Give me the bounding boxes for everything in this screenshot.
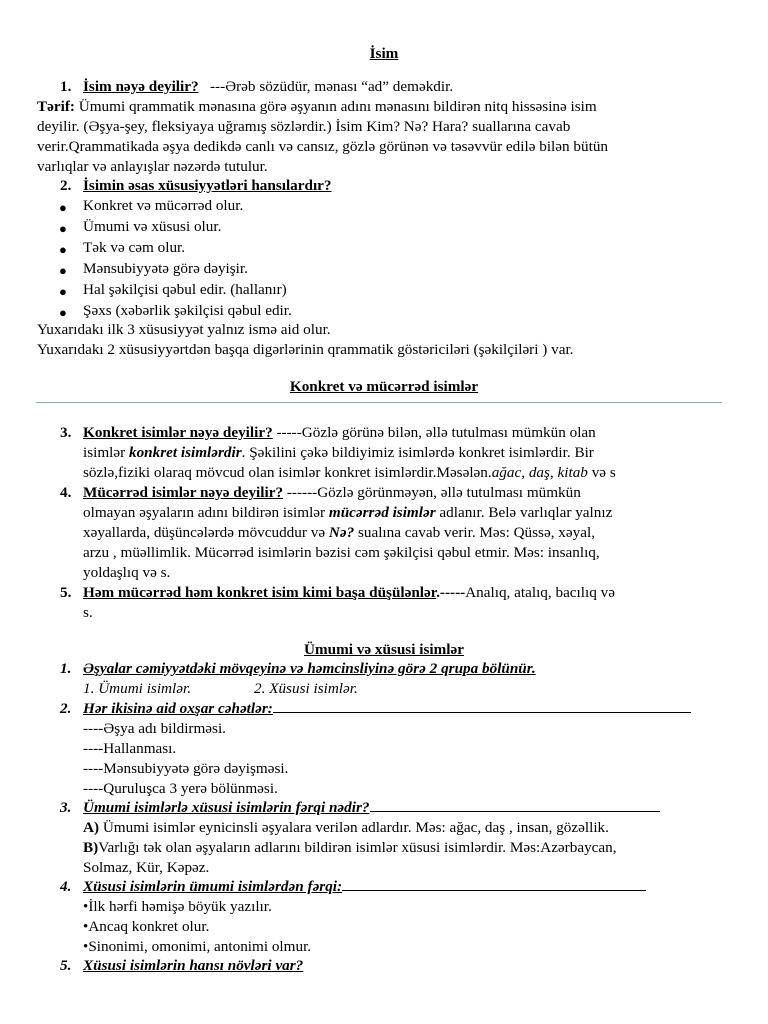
category-item: 1. Ümumi isimlər. bbox=[83, 680, 192, 697]
question-heading: Həm mücərrəd həm konkret isim kimi başa düşülənlər bbox=[83, 584, 437, 601]
note-text: Yuxarıdakı 2 xüsusiyyərtdən başqa digərlərinin qrammatik göstəriciləri (şəkilçiləri ) var. bbox=[37, 341, 574, 358]
paragraph-line: yoldaşlıq və s. bbox=[83, 564, 171, 581]
list-item: ----Əşya adı bildirməsi. bbox=[83, 720, 226, 737]
question-line bbox=[83, 583, 615, 603]
text-span: olmayan əşyaların adını bildirən isimlər bbox=[83, 504, 329, 521]
question-heading bbox=[83, 699, 717, 719]
question-heading: Xüsusi isimlərin hansı növləri var? bbox=[83, 957, 304, 974]
definition-text: deyilir. (Əşya-şey, fleksiyaya uğramış sözlərdir.) İsim Kim? Nə? Hara? suallarına cavab bbox=[37, 118, 571, 135]
heading-text: Hər ikisinə aid oxşar cəhətlər: bbox=[83, 700, 273, 717]
question-answer: Analıq, atalıq, bacılıq və bbox=[465, 584, 615, 601]
definition-text: varlıqlar və anlayışlar nəzərdə tutulur. bbox=[37, 158, 268, 175]
emphasis-term: mücərrəd isimlər bbox=[328, 504, 436, 521]
section-title-konkret: Konkret və mücərrəd isimlər bbox=[289, 378, 479, 395]
question-heading: İsim nəyə deyilir? bbox=[83, 78, 199, 95]
text-span: Varlığı tək olan əşyaların adlarını bildirən isimlər xüsusi isimlərdir. Məs:Azərbaycan, bbox=[98, 839, 617, 856]
section-title-umumi: Ümumi və xüsusi isimlər bbox=[304, 641, 464, 658]
note-text: Yuxarıdakı ilk 3 xüsusiyyət yalnız ismə aid olur. bbox=[37, 321, 331, 338]
paragraph-line bbox=[83, 463, 616, 483]
question-heading: Əşyalar cəmiyyətdəki mövqeyinə və həmcinsliyinə görə 2 qrupa bölünür. bbox=[83, 660, 536, 677]
section-divider bbox=[36, 402, 722, 403]
text-span: sualına cavab verir. Məs: Qüssə, xəyal, bbox=[354, 524, 595, 541]
heading-text: Xüsusi isimlərin ümumi isimlərdən fərqi: bbox=[83, 878, 343, 895]
text-span: Ümumi isimlər eynicinsli əşyalara verilən adlardır. Məs: ağac, daş , insan, gözəllik. bbox=[99, 819, 609, 836]
underline-fill bbox=[342, 878, 646, 891]
text-span: xəyallarda, düşüncələrdə mövcuddur və bbox=[83, 524, 329, 541]
paragraph-line bbox=[83, 838, 617, 858]
list-item: Hal şəkilçisi qəbul edir. (hallanır) bbox=[83, 281, 287, 298]
question-heading bbox=[83, 798, 717, 818]
list-item: •Ancaq konkret olur. bbox=[83, 918, 210, 935]
list-item: ----Quruluşca 3 yerə bölünməsi. bbox=[83, 780, 278, 797]
text-span: . Şəkilini çəkə bildiyimiz isimlərdə konkret isimlərdir. Bir bbox=[241, 444, 594, 461]
emphasis-term: Nə? bbox=[328, 524, 355, 541]
item-number: 2. bbox=[60, 177, 72, 194]
item-number: 1. bbox=[60, 660, 72, 677]
question-line bbox=[83, 77, 453, 97]
underline-fill bbox=[370, 799, 660, 812]
paragraph-line bbox=[83, 818, 609, 838]
item-number: 5. bbox=[60, 584, 72, 601]
item-number: 2. bbox=[60, 700, 72, 717]
paragraph-line: s. bbox=[83, 604, 93, 621]
option-label: B) bbox=[83, 839, 99, 856]
dash-separator: .----- bbox=[436, 584, 466, 601]
definition-text: Ümumi qrammatik mənasına görə əşyanın adını mənasını bildirən nitq hissəsinə isim bbox=[78, 98, 597, 115]
list-item: Ümumi və xüsusi olur. bbox=[83, 218, 222, 235]
question-answer: ------Gözlə görünməyən, əllə tutulması mümkün bbox=[283, 484, 581, 501]
list-item: Tək və cəm olur. bbox=[83, 239, 186, 256]
category-item: 2. Xüsusi isimlər. bbox=[254, 680, 358, 697]
emphasis-term: konkret isimlərdir bbox=[128, 444, 242, 461]
list-item: •Sinonimi, omonimi, antonimi olmur. bbox=[83, 938, 312, 955]
question-line bbox=[83, 423, 596, 443]
text-span: adlanır. Belə varlıqlar yalnız bbox=[435, 504, 613, 521]
paragraph-line bbox=[83, 443, 594, 463]
item-number: 4. bbox=[60, 878, 72, 895]
item-number: 3. bbox=[60, 799, 72, 816]
list-item: ----Mənsubiyyətə görə dəyişməsi. bbox=[83, 760, 289, 777]
heading-text: Ümumi isimlərlə xüsusi isimlərin fərqi nədir? bbox=[83, 799, 370, 816]
bullet-dot-icon: ● bbox=[59, 221, 67, 236]
question-heading: Konkret isimlər nəyə deyilir? bbox=[83, 424, 273, 441]
text-span: və s bbox=[587, 464, 616, 481]
definition-text: verir.Qrammatikada əşya dedikdə canlı və cansız, gözlə görünən və təsəvvür edilə bilən bütün bbox=[37, 138, 609, 155]
list-item: Konkret və mücərrəd olur. bbox=[83, 197, 244, 214]
question-heading bbox=[83, 877, 717, 897]
definition-label: Tərif: bbox=[37, 98, 75, 115]
bullet-dot-icon: ● bbox=[59, 305, 67, 320]
definition-line bbox=[37, 97, 597, 117]
text-span: isimlər bbox=[83, 444, 129, 461]
bullet-dot-icon: ● bbox=[59, 284, 67, 299]
question-heading: İsimin əsas xüsusiyyətləri hansılardır? bbox=[83, 177, 332, 194]
bullet-dot-icon: ● bbox=[59, 263, 67, 278]
question-heading: Mücərrəd isimlər nəyə deyilir? bbox=[83, 484, 284, 501]
list-item: Şəxs (xəbərlik şəkilçisi qəbul edir. bbox=[83, 302, 292, 319]
list-item: Mənsubiyyətə görə dəyişir. bbox=[83, 260, 248, 277]
question-line bbox=[83, 483, 581, 503]
option-label: A) bbox=[83, 819, 100, 836]
bullet-dot-icon: ● bbox=[59, 242, 67, 257]
example-terms: ağac, daş, kitab bbox=[491, 464, 588, 481]
item-number: 1. bbox=[60, 78, 72, 95]
question-answer: -----Gözlə görünə bilən, əllə tutulması mümkün olan bbox=[272, 424, 596, 441]
paragraph-line: arzu , müəllimlik. Mücərrəd isimlərin bəzisi cəm şəkilçisi qəbul etmir. Məs: insanlıq, bbox=[83, 544, 600, 561]
paragraph-line: Solmaz, Kür, Kəpəz. bbox=[83, 859, 210, 876]
list-item: ----Hallanması. bbox=[83, 740, 177, 757]
text-span: sözlə,fiziki olaraq mövcud olan isimlər konkret isimlərdir.Məsələn. bbox=[83, 464, 492, 481]
section-title-isim: İsim bbox=[369, 45, 399, 62]
underline-fill bbox=[273, 700, 691, 713]
paragraph-line bbox=[83, 523, 595, 543]
question-answer: ---Ərəb sözüdür, mənası “ad” deməkdir. bbox=[209, 78, 454, 95]
item-number: 4. bbox=[60, 484, 72, 501]
list-item: •İlk hərfi həmişə böyük yazılır. bbox=[83, 898, 272, 915]
paragraph-line bbox=[83, 503, 612, 523]
bullet-dot-icon: ● bbox=[59, 200, 67, 215]
item-number: 3. bbox=[60, 424, 72, 441]
item-number: 5. bbox=[60, 957, 72, 974]
